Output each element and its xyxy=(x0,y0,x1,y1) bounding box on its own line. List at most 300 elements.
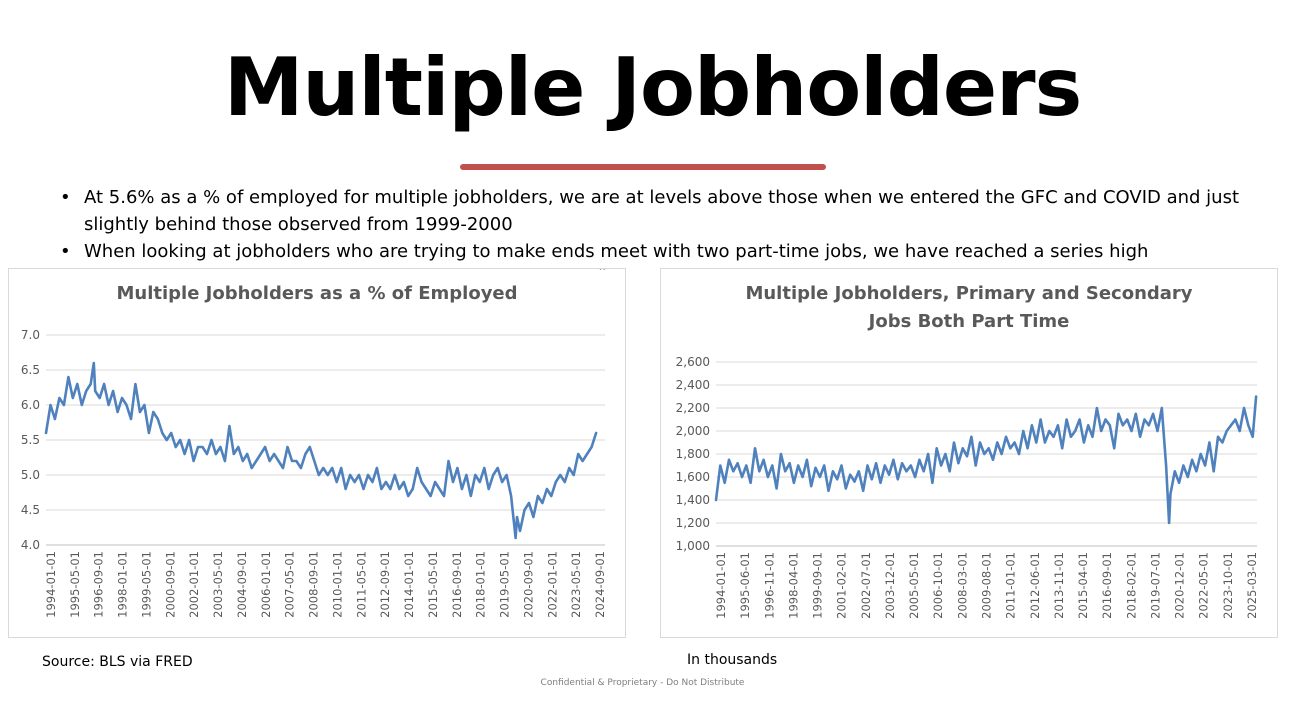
data-point xyxy=(992,459,994,461)
data-point xyxy=(157,418,159,420)
data-point xyxy=(99,397,101,399)
x-tick-label: 2016-09-01 xyxy=(1100,552,1115,619)
data-point xyxy=(416,467,418,469)
data-point xyxy=(488,488,490,490)
data-point xyxy=(1239,430,1241,432)
data-point xyxy=(871,479,873,481)
data-point xyxy=(255,460,257,462)
x-tick-label: 2007-05-01 xyxy=(282,551,297,618)
data-point xyxy=(211,439,213,441)
data-point xyxy=(1113,447,1115,449)
data-point xyxy=(559,474,561,476)
data-point xyxy=(470,495,472,497)
x-tick-label: 2022-01-01 xyxy=(545,551,560,618)
data-point xyxy=(845,488,847,490)
data-point xyxy=(197,446,199,448)
data-point xyxy=(823,465,825,467)
data-point xyxy=(220,446,222,448)
x-tick-label: 2003-05-01 xyxy=(211,551,226,618)
data-point xyxy=(340,467,342,469)
data-point xyxy=(940,465,942,467)
data-point xyxy=(367,474,369,476)
data-point xyxy=(269,460,271,462)
data-point xyxy=(1027,447,1029,449)
data-point xyxy=(336,481,338,483)
data-point xyxy=(273,453,275,455)
data-point xyxy=(510,495,512,497)
data-point xyxy=(1144,419,1146,421)
data-point xyxy=(287,446,289,448)
confidentiality-footer: Confidential & Proprietary - Do Not Distribute xyxy=(540,678,745,688)
y-tick-label: 6.5 xyxy=(20,363,40,377)
data-point xyxy=(68,376,70,378)
data-point xyxy=(793,482,795,484)
data-point xyxy=(1209,442,1211,444)
data-point xyxy=(849,474,851,476)
data-point xyxy=(815,467,817,469)
data-point xyxy=(771,465,773,467)
chart-multiple-jobholders-pct xyxy=(8,268,626,638)
y-tick-label: 2,600 xyxy=(675,355,710,369)
data-point xyxy=(932,482,934,484)
data-point xyxy=(962,447,964,449)
data-point xyxy=(595,432,597,434)
data-point xyxy=(979,442,981,444)
data-point xyxy=(1031,424,1033,426)
data-point xyxy=(958,462,960,464)
data-point xyxy=(1105,419,1107,421)
data-point xyxy=(349,474,351,476)
data-point xyxy=(224,460,226,462)
data-point xyxy=(528,502,530,504)
data-point xyxy=(1074,430,1076,432)
data-point xyxy=(1005,436,1007,438)
data-point xyxy=(170,432,172,434)
data-point xyxy=(1178,482,1180,484)
data-point xyxy=(1057,424,1059,426)
data-point xyxy=(322,467,324,469)
data-point xyxy=(1087,424,1089,426)
x-tick-label: 2020-12-01 xyxy=(1172,552,1187,619)
data-point xyxy=(568,467,570,469)
chart-svg xyxy=(661,269,1277,637)
chart-title: Jobs Both Part Time xyxy=(868,311,1070,332)
x-tick-label: 2002-07-01 xyxy=(858,552,873,619)
x-tick-label: 2013-11-01 xyxy=(1051,552,1066,619)
data-point xyxy=(1187,476,1189,478)
data-point xyxy=(296,460,298,462)
data-point xyxy=(776,488,778,490)
x-tick-label: 2023-05-01 xyxy=(569,551,584,618)
data-point xyxy=(54,418,56,420)
data-point xyxy=(434,481,436,483)
data-point xyxy=(1213,470,1215,472)
data-point xyxy=(139,411,141,413)
data-point xyxy=(555,481,557,483)
data-point xyxy=(1252,436,1254,438)
data-point xyxy=(789,462,791,464)
data-point xyxy=(1131,430,1133,432)
data-point xyxy=(586,453,588,455)
y-tick-label: 1,000 xyxy=(675,539,710,553)
data-point xyxy=(443,495,445,497)
data-point xyxy=(750,482,752,484)
data-point xyxy=(94,390,96,392)
source-note: Source: BLS via FRED xyxy=(42,654,193,670)
data-point xyxy=(836,479,838,481)
data-point xyxy=(780,453,782,455)
data-point xyxy=(564,481,566,483)
chart-title: Multiple Jobholders as a % of Employed xyxy=(116,283,518,304)
data-point xyxy=(372,481,374,483)
data-point xyxy=(1170,493,1172,495)
data-point xyxy=(327,474,329,476)
data-point xyxy=(936,447,938,449)
data-point xyxy=(1018,453,1020,455)
data-point xyxy=(577,453,579,455)
data-point xyxy=(407,495,409,497)
data-point xyxy=(130,418,132,420)
x-tick-label: 2008-09-01 xyxy=(306,551,321,618)
data-point xyxy=(314,460,316,462)
x-tick-label: 2018-01-01 xyxy=(473,551,488,618)
data-point xyxy=(1070,436,1072,438)
data-point xyxy=(524,509,526,511)
data-point xyxy=(300,467,302,469)
data-point xyxy=(806,459,808,461)
data-point xyxy=(884,465,886,467)
data-point xyxy=(797,465,799,467)
data-point xyxy=(927,453,929,455)
data-point xyxy=(1048,430,1050,432)
x-tick-label: 1995-06-01 xyxy=(738,552,753,619)
data-point xyxy=(251,467,253,469)
data-point xyxy=(475,474,477,476)
data-point xyxy=(542,502,544,504)
x-tick-label: 2022-05-01 xyxy=(1196,552,1211,619)
data-point xyxy=(862,490,864,492)
x-tick-label: 2016-09-01 xyxy=(449,551,464,618)
data-point xyxy=(1035,442,1037,444)
data-point xyxy=(1230,424,1232,426)
data-point xyxy=(398,488,400,490)
data-point xyxy=(1183,465,1185,467)
data-point xyxy=(966,456,968,458)
data-point xyxy=(412,488,414,490)
data-point xyxy=(854,481,856,483)
y-tick-label: 5.5 xyxy=(20,433,40,447)
data-point xyxy=(875,462,877,464)
y-tick-label: 5.0 xyxy=(20,468,40,482)
data-point xyxy=(93,362,95,364)
data-point xyxy=(103,383,105,385)
data-point xyxy=(246,453,248,455)
data-point xyxy=(394,474,396,476)
x-tick-label: 2018-02-01 xyxy=(1124,552,1139,619)
data-point xyxy=(81,404,83,406)
data-point xyxy=(745,465,747,467)
data-point xyxy=(1200,453,1202,455)
data-point xyxy=(72,397,74,399)
data-point xyxy=(233,453,235,455)
x-tick-label: 2000-09-01 xyxy=(163,551,178,618)
data-point xyxy=(897,479,899,481)
chart-svg xyxy=(9,269,625,637)
data-point xyxy=(305,453,307,455)
data-point xyxy=(1096,407,1098,409)
y-tick-label: 4.0 xyxy=(20,538,40,552)
data-point xyxy=(278,460,280,462)
data-point xyxy=(945,453,947,455)
data-point xyxy=(385,481,387,483)
data-point xyxy=(923,470,925,472)
chart-title: Multiple Jobholders, Primary and Secondary xyxy=(745,283,1193,304)
x-tick-label: 1998-01-01 xyxy=(115,551,130,618)
data-point xyxy=(229,425,231,427)
x-tick-label: 2012-06-01 xyxy=(1027,552,1042,619)
x-tick-label: 2015-05-01 xyxy=(425,551,440,618)
data-point xyxy=(1122,424,1124,426)
x-tick-label: 1996-09-01 xyxy=(91,551,106,618)
data-point xyxy=(546,488,548,490)
data-point xyxy=(461,488,463,490)
x-tick-label: 1996-11-01 xyxy=(762,552,777,619)
title-underline xyxy=(460,164,826,170)
data-point xyxy=(291,460,293,462)
x-tick-label: 2019-07-01 xyxy=(1148,552,1163,619)
data-point xyxy=(1204,465,1206,467)
data-point xyxy=(457,467,459,469)
data-point xyxy=(1168,522,1170,524)
data-point xyxy=(754,447,756,449)
data-point xyxy=(242,460,244,462)
data-point xyxy=(1174,470,1176,472)
x-tick-label: 1999-05-01 xyxy=(139,551,154,618)
x-tick-label: 1999-09-01 xyxy=(810,552,825,619)
x-tick-label: 2006-10-01 xyxy=(931,552,946,619)
y-tick-label: 2,000 xyxy=(675,424,710,438)
data-point xyxy=(888,474,890,476)
data-point xyxy=(910,465,912,467)
data-point xyxy=(1066,419,1068,421)
data-point xyxy=(591,446,593,448)
data-point xyxy=(506,474,508,476)
data-point xyxy=(537,495,539,497)
data-point xyxy=(161,432,163,434)
data-point xyxy=(1243,407,1245,409)
data-point xyxy=(63,404,65,406)
page-title: Multiple Jobholders xyxy=(223,41,1082,134)
x-tick-label: 1994-01-01 xyxy=(714,552,728,619)
x-tick-label: 1998-04-01 xyxy=(786,552,801,619)
x-tick-label: 2006-01-01 xyxy=(258,551,273,618)
data-point xyxy=(953,442,955,444)
data-point xyxy=(264,446,266,448)
data-point xyxy=(363,488,365,490)
data-point xyxy=(439,488,441,490)
data-point xyxy=(519,530,521,532)
data-point xyxy=(1044,442,1046,444)
data-point xyxy=(282,467,284,469)
data-point xyxy=(492,474,494,476)
data-point xyxy=(175,446,177,448)
data-point xyxy=(1235,419,1237,421)
x-tick-label: 2020-09-01 xyxy=(521,551,536,618)
data-point xyxy=(1061,447,1063,449)
y-tick-label: 1,200 xyxy=(675,516,710,530)
x-tick-label: 2010-01-01 xyxy=(330,551,345,618)
data-point xyxy=(448,460,450,462)
data-point xyxy=(1248,424,1250,426)
data-point xyxy=(1139,436,1141,438)
data-point xyxy=(784,470,786,472)
data-point xyxy=(741,476,743,478)
x-tick-label: 2002-01-01 xyxy=(187,551,202,618)
y-tick-label: 7.0 xyxy=(20,328,40,342)
data-point xyxy=(867,465,869,467)
data-point xyxy=(984,453,986,455)
data-point xyxy=(758,470,760,472)
data-point xyxy=(988,447,990,449)
data-point xyxy=(819,476,821,478)
data-point xyxy=(906,470,908,472)
x-tick-label: 2008-03-01 xyxy=(955,552,970,619)
data-point xyxy=(381,488,383,490)
data-point xyxy=(914,476,916,478)
data-point xyxy=(126,404,128,406)
x-tick-label: 2011-01-01 xyxy=(1003,552,1018,619)
x-tick-label: 2023-10-01 xyxy=(1220,552,1235,619)
data-point xyxy=(603,269,605,270)
y-tick-label: 4.5 xyxy=(20,503,40,517)
data-point xyxy=(452,481,454,483)
data-point xyxy=(858,470,860,472)
data-point xyxy=(551,495,553,497)
data-point xyxy=(166,439,168,441)
data-point xyxy=(733,470,735,472)
x-tick-label: 2011-05-01 xyxy=(354,551,369,618)
data-point xyxy=(1226,430,1228,432)
data-point xyxy=(975,465,977,467)
x-tick-label: 2001-02-01 xyxy=(834,552,849,619)
data-point xyxy=(1148,424,1150,426)
data-point xyxy=(880,482,882,484)
data-point xyxy=(828,490,830,492)
data-point xyxy=(376,467,378,469)
data-point xyxy=(1126,419,1128,421)
data-point xyxy=(600,269,602,270)
data-point xyxy=(724,482,726,484)
data-point xyxy=(767,476,769,478)
data-point xyxy=(497,467,499,469)
series-line xyxy=(716,397,1256,524)
data-point xyxy=(1222,442,1224,444)
data-point xyxy=(331,467,333,469)
x-tick-label: 1994-01-01 xyxy=(44,551,58,618)
bullet-item: • At 5.6% as a % of employed for multiple jobholders, we are at levels above those when we entered the GFC and COVID and just slightly behind those observed from 1999-2000 xyxy=(60,184,1260,238)
data-point xyxy=(358,474,360,476)
data-point xyxy=(715,499,717,501)
series-line xyxy=(46,363,596,538)
data-point xyxy=(573,474,575,476)
data-point xyxy=(1157,430,1159,432)
data-point xyxy=(179,439,181,441)
data-point xyxy=(501,481,503,483)
data-point xyxy=(720,465,722,467)
data-point xyxy=(841,465,843,467)
chart-part-time-jobholders xyxy=(660,268,1278,638)
data-point xyxy=(1079,419,1081,421)
x-tick-label: 1995-05-01 xyxy=(67,551,82,618)
data-point xyxy=(1092,436,1094,438)
data-point xyxy=(45,432,47,434)
x-tick-label: 2003-12-01 xyxy=(882,552,897,619)
x-tick-label: 2015-04-01 xyxy=(1076,552,1091,619)
data-point xyxy=(345,488,347,490)
data-point xyxy=(997,442,999,444)
data-point xyxy=(85,390,87,392)
data-point xyxy=(1135,413,1137,415)
data-point xyxy=(309,446,311,448)
data-point xyxy=(121,397,123,399)
data-point xyxy=(466,474,468,476)
data-point xyxy=(893,459,895,461)
x-tick-label: 2024-09-01 xyxy=(593,551,607,618)
x-tick-label: 2025-03-01 xyxy=(1245,552,1259,619)
x-tick-label: 2019-05-01 xyxy=(497,551,512,618)
data-point xyxy=(1191,459,1193,461)
data-point xyxy=(144,404,146,406)
data-point xyxy=(112,390,114,392)
data-point xyxy=(390,488,392,490)
data-point xyxy=(1001,453,1003,455)
data-point xyxy=(533,516,535,518)
data-point xyxy=(206,453,208,455)
data-point xyxy=(193,460,195,462)
data-point xyxy=(421,481,423,483)
data-point xyxy=(832,470,834,472)
y-tick-label: 1,600 xyxy=(675,470,710,484)
data-point xyxy=(215,453,217,455)
data-point xyxy=(515,537,517,539)
data-point xyxy=(971,436,973,438)
data-point xyxy=(728,459,730,461)
data-point xyxy=(901,462,903,464)
data-point xyxy=(479,481,481,483)
data-point xyxy=(516,516,518,518)
data-point xyxy=(1022,430,1024,432)
y-tick-label: 1,400 xyxy=(675,493,710,507)
data-point xyxy=(237,446,239,448)
x-tick-label: 2009-08-01 xyxy=(979,552,994,619)
data-point xyxy=(1165,465,1167,467)
data-point xyxy=(763,459,765,461)
data-point xyxy=(425,488,427,490)
data-point xyxy=(582,460,584,462)
data-point xyxy=(1255,396,1257,398)
y-tick-label: 1,800 xyxy=(675,447,710,461)
data-point xyxy=(354,481,356,483)
bullet-list xyxy=(60,184,1260,265)
data-point xyxy=(1014,442,1016,444)
data-point xyxy=(1083,442,1085,444)
data-point xyxy=(1109,424,1111,426)
data-point xyxy=(1053,436,1055,438)
data-point xyxy=(59,397,61,399)
y-tick-label: 2,400 xyxy=(675,378,710,392)
units-note: In thousands xyxy=(687,652,778,668)
bullet-item: • When looking at jobholders who are trying to make ends meet with two part-time jobs, we have reached a series high xyxy=(60,238,1260,265)
